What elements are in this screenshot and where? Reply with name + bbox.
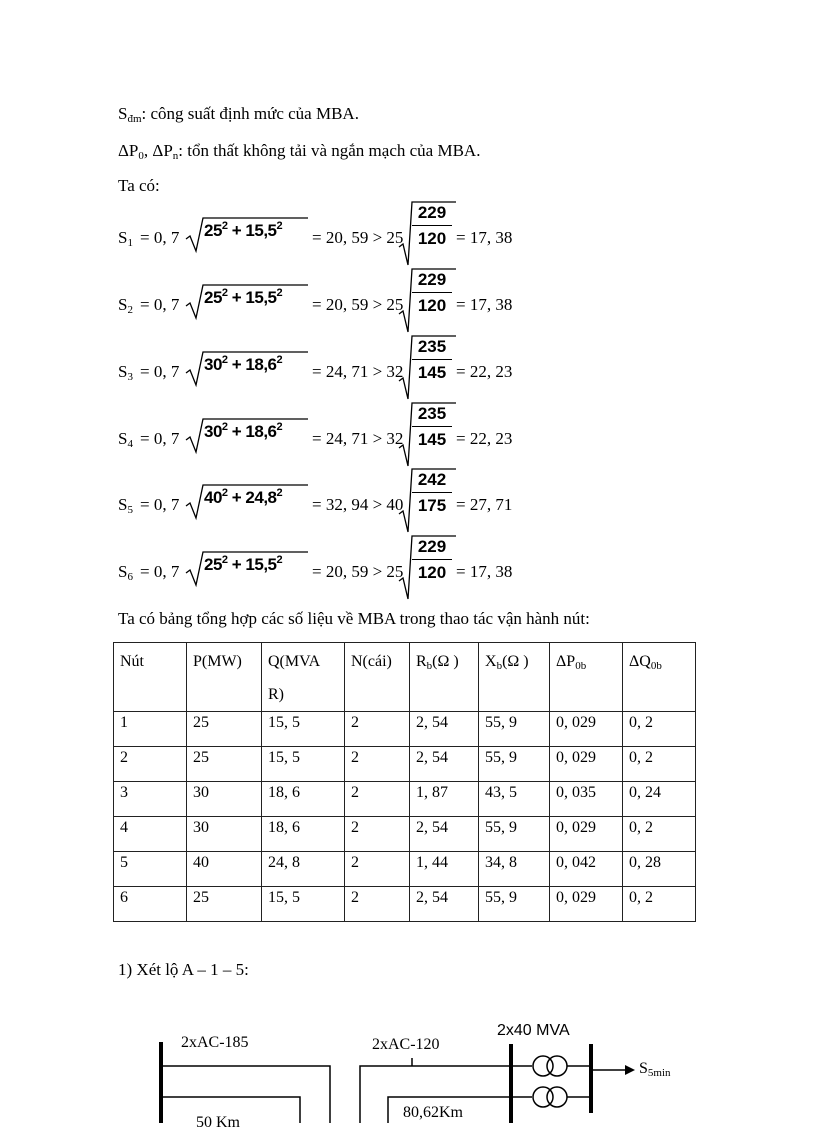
eq-result: = 27, 71 xyxy=(456,495,513,514)
busbar-5-hv xyxy=(509,1044,513,1123)
eq-result: = 17, 38 xyxy=(456,562,513,581)
sqrt-fraction: 235 145 xyxy=(398,335,458,403)
sqrt-expression: $40^2 + 24,8^2$ xyxy=(184,482,308,522)
label-line-1: 2xAC-185 xyxy=(181,1034,249,1051)
table-cell: 15, 5 xyxy=(262,887,345,922)
single-line-diagram xyxy=(0,1000,816,1131)
table-cell: 2 xyxy=(345,747,410,782)
table-cell: 3 xyxy=(114,782,187,817)
table-cell: 2, 54 xyxy=(410,887,479,922)
eq-comparison: = 24, 71 > 32 xyxy=(312,429,404,448)
sqrt-expression: $25^2 + 15,5^2$ xyxy=(184,282,308,322)
table-cell: 25 xyxy=(187,712,262,747)
table-header-row xyxy=(114,643,696,712)
table-row xyxy=(114,817,696,852)
table-cell: 2 xyxy=(345,712,410,747)
transformer-2-winding-b xyxy=(547,1087,567,1107)
table-cell: 2 xyxy=(345,887,410,922)
table-cell: 4 xyxy=(114,817,187,852)
header-dq: $\Delta Q_{0b}$ xyxy=(623,643,696,712)
sqrt-expression: $30^2 + 18,6^2$ xyxy=(184,416,308,456)
table-cell: 0, 2 xyxy=(623,712,696,747)
table-cell: 1 xyxy=(114,712,187,747)
sqrt-fraction: 242 175 xyxy=(398,468,458,536)
sqrt-fraction: 229 120 xyxy=(398,201,458,269)
busbar-5-lv xyxy=(589,1044,593,1113)
table-cell: 1, 87 xyxy=(410,782,479,817)
eq-comparison: = 20, 59 > 25 xyxy=(312,295,404,314)
table-row xyxy=(114,887,696,922)
table-cell: 0, 029 xyxy=(550,817,623,852)
table-cell: 15, 5 xyxy=(262,747,345,782)
sqrt-expression: $30^2 + 18,6^2$ xyxy=(184,349,308,389)
line-1-circuit-a xyxy=(163,1066,330,1123)
header-p: P(MW) xyxy=(187,643,262,712)
eq-coefficient: = 0, 7 xyxy=(140,362,180,381)
load-arrow-head xyxy=(625,1065,635,1075)
section-heading: 1) Xét lộ A – 1 – 5: xyxy=(118,960,249,979)
header-n: N(cái) xyxy=(345,643,410,712)
table-intro: Ta có bảng tổng hợp các số liệu về MBA trong thao tác vận hành nút: xyxy=(118,609,590,628)
header-dp: $\Delta P_{0b}$ xyxy=(550,643,623,712)
eq-coefficient: = 0, 7 xyxy=(140,495,180,514)
eq-coefficient: = 0, 7 xyxy=(140,562,180,581)
table-cell: 0, 2 xyxy=(623,817,696,852)
table-cell: 55, 9 xyxy=(479,712,550,747)
eq-comparison: = 20, 59 > 25 xyxy=(312,562,404,581)
table-cell: 0, 28 xyxy=(623,852,696,887)
sqrt-fraction: 229 120 xyxy=(398,268,458,336)
label-transformer: 2x40 MVA xyxy=(497,1022,570,1039)
ta-co-label: Ta có: xyxy=(118,176,160,195)
table-cell: 25 xyxy=(187,747,262,782)
sqrt-fraction: 235 145 xyxy=(398,402,458,470)
table-cell: 30 xyxy=(187,782,262,817)
eq-comparison: = 20, 59 > 25 xyxy=(312,228,404,247)
eq-symbol: $S_2$ xyxy=(118,295,133,316)
table-cell: 0, 029 xyxy=(550,887,623,922)
table-cell: 25 xyxy=(187,887,262,922)
definition-sdm: $S_{đm}$: công suất định mức của MBA. xyxy=(118,104,359,125)
eq-coefficient: = 0, 7 xyxy=(140,429,180,448)
table-cell: 40 xyxy=(187,852,262,887)
table-cell: 0, 029 xyxy=(550,747,623,782)
eq-coefficient: = 0, 7 xyxy=(140,228,180,247)
eq-coefficient: = 0, 7 xyxy=(140,295,180,314)
header-r: $R_b(\Omega$ ) xyxy=(410,643,479,712)
busbar-a xyxy=(159,1042,163,1123)
table-cell: 2 xyxy=(345,852,410,887)
table-cell: 2 xyxy=(345,817,410,852)
eq-result: = 17, 38 xyxy=(456,295,513,314)
eq-symbol: $S_5$ xyxy=(118,495,133,516)
eq-symbol: $S_4$ xyxy=(118,429,133,450)
definition-losses: $\Delta P_0$, $\Delta P_n$: tổn thất không tải và ngắn mạch của MBA. xyxy=(118,141,481,162)
table-row xyxy=(114,782,696,817)
table-row xyxy=(114,712,696,747)
label-line-2: 2xAC-120 xyxy=(372,1036,440,1053)
table-cell: 6 xyxy=(114,887,187,922)
table-row xyxy=(114,852,696,887)
table-cell: 15, 5 xyxy=(262,712,345,747)
label-length-2: 80,62Km xyxy=(403,1104,463,1121)
table-cell: 0, 042 xyxy=(550,852,623,887)
label-load: $S_{5min}$ xyxy=(639,1060,671,1079)
table-cell: 55, 9 xyxy=(479,817,550,852)
table-cell: 2, 54 xyxy=(410,747,479,782)
table-cell: 43, 5 xyxy=(479,782,550,817)
table-cell: 55, 9 xyxy=(479,747,550,782)
sqrt-expression: $25^2 + 15,5^2$ xyxy=(184,549,308,589)
eq-comparison: = 32, 94 > 40 xyxy=(312,495,404,514)
header-nut: Nút xyxy=(114,643,187,712)
table-cell: 0, 035 xyxy=(550,782,623,817)
table-cell: 0, 2 xyxy=(623,747,696,782)
table-cell: 2 xyxy=(345,782,410,817)
table-cell: 34, 8 xyxy=(479,852,550,887)
table-cell: 0, 24 xyxy=(623,782,696,817)
table-cell: 30 xyxy=(187,817,262,852)
table-cell: 2, 54 xyxy=(410,712,479,747)
table-row xyxy=(114,747,696,782)
eq-result: = 22, 23 xyxy=(456,362,513,381)
table-cell: 55, 9 xyxy=(479,887,550,922)
eq-symbol: $S_3$ xyxy=(118,362,133,383)
transformer-1-winding-b xyxy=(547,1056,567,1076)
sqrt-fraction: 229 120 xyxy=(398,535,458,603)
table-cell: 0, 2 xyxy=(623,887,696,922)
table-cell: 5 xyxy=(114,852,187,887)
table-cell: 24, 8 xyxy=(262,852,345,887)
transformer-table xyxy=(113,642,696,922)
sqrt-expression: $25^2 + 15,5^2$ xyxy=(184,215,308,255)
table-cell: 18, 6 xyxy=(262,782,345,817)
eq-symbol: $S_1$ xyxy=(118,228,133,249)
eq-comparison: = 24, 71 > 32 xyxy=(312,362,404,381)
table-cell: 2, 54 xyxy=(410,817,479,852)
table-cell: 18, 6 xyxy=(262,817,345,852)
label-length-1: 50 Km xyxy=(196,1114,240,1131)
eq-result: = 22, 23 xyxy=(456,429,513,448)
header-q: Q(MVA R) xyxy=(262,643,345,712)
eq-result: = 17, 38 xyxy=(456,228,513,247)
table-cell: 1, 44 xyxy=(410,852,479,887)
eq-symbol: $S_6$ xyxy=(118,562,133,583)
table-cell: 0, 029 xyxy=(550,712,623,747)
table-cell: 2 xyxy=(114,747,187,782)
header-x: $X_b(\Omega$ ) xyxy=(479,643,550,712)
